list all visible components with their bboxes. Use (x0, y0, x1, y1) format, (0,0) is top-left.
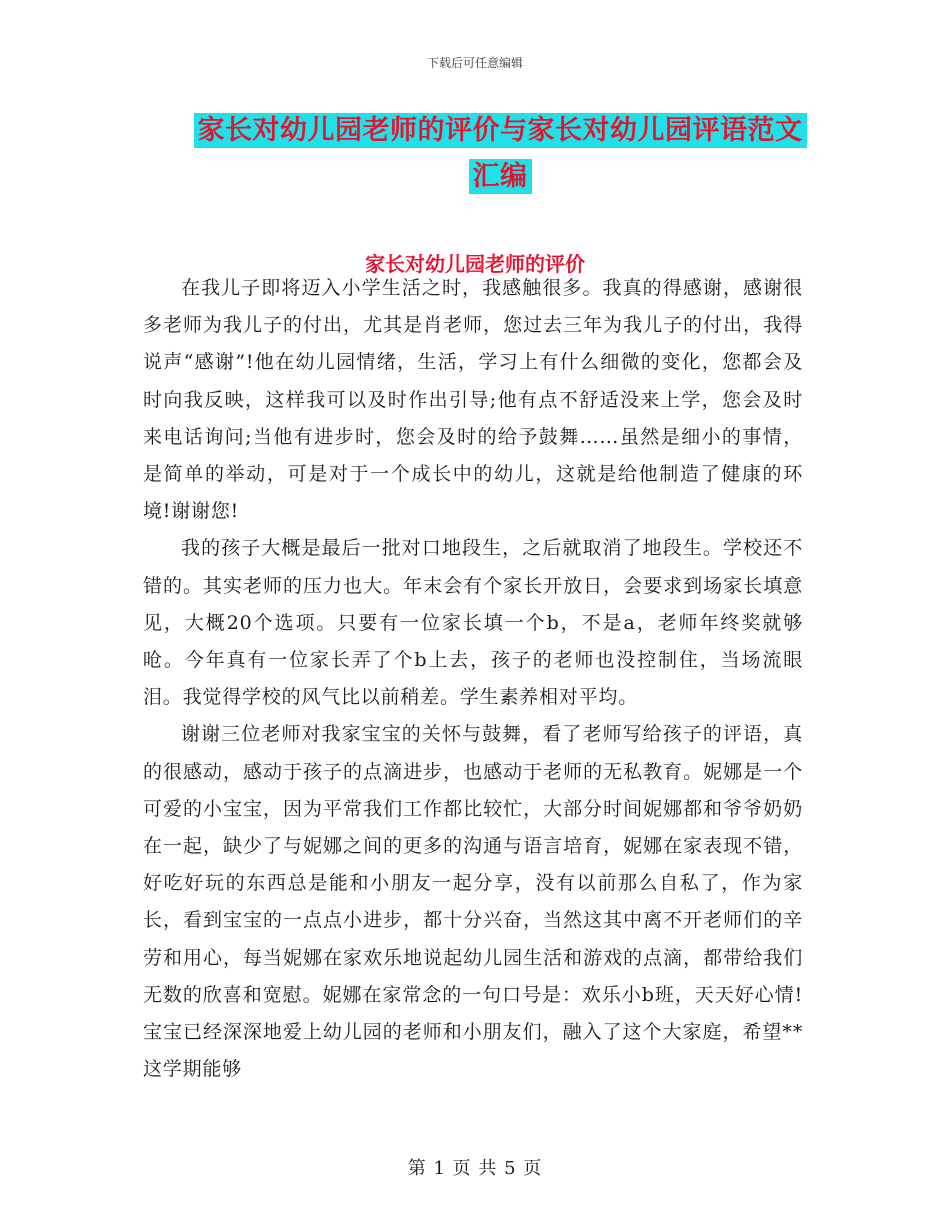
paragraph: 我的孩子大概是最后一批对口地段生，之后就取消了地段生。学校还不错的。其实老师的压力也大。年末会有个家长开放日，会要求到场家长填意见，大概20个选项。只要有一位家长填一个b，不是a，老师年终奖就够呛。今年真有一位家长弄了个b上去，孩子的老师也没控制住，当场流眼泪。我觉得学校的风气比以前稍差。学生素养相对平均。 (143, 537, 803, 709)
page-number-footer: 第 1 页 共 5 页 (407, 1158, 543, 1179)
document-title-text: 家长对幼儿园老师的评价与家长对幼儿园评语范文汇编 (194, 113, 807, 194)
page-header-note: 下载后可任意编辑 (426, 56, 523, 70)
section-title: 家长对幼儿园老师的评价 (365, 252, 585, 276)
paragraph: 在我儿子即将迈入小学生活之时，我感触很多。我真的得感谢，感谢很多老师为我儿子的付出，尤其是肖老师，您过去三年为我儿子的付出，我得说声“感谢”!他在幼儿园情绪，生活，学习上有什么细微的变化，您都会及时向我反映，这样我可以及时作出引导;他有点不舒适没来上学，您会及时来电话询问;当他有进步时，您会及时的给予鼓舞……虽然是细小的事情，是简单的举动，可是对于一个成长中的幼儿，这就是给他制造了健康的环境!谢谢您! (143, 277, 803, 523)
paragraph: 谢谢三位老师对我家宝宝的关怀与鼓舞，看了老师写给孩子的评语，真的很感动，感动于孩子的点滴进步，也感动于老师的无私教育。妮娜是一个可爱的小宝宝，因为平常我们工作都比较忙，大部分时间妮娜都和爷爷奶奶在一起，缺少了与妮娜之间的更多的沟通与语言培育，妮娜在家表现不错，好吃好玩的东西总是能和小朋友一起分享，没有以前那么自私了，作为家长，看到宝宝的一点点小进步，都十分兴奋，当然这其中离不开老师们的辛劳和用心，每当妮娜在家欢乐地说起幼儿园生活和游戏的点滴，都带给我们无数的欣喜和宽慰。妮娜在家常念的一句口号是：欢乐小b班，天天好心情!宝宝已经深深地爱上幼儿园的老师和小朋友们，融入了这个大家庭，希望**这学期能够 (143, 723, 803, 1081)
document-body (143, 270, 803, 1088)
document-title (190, 108, 810, 200)
